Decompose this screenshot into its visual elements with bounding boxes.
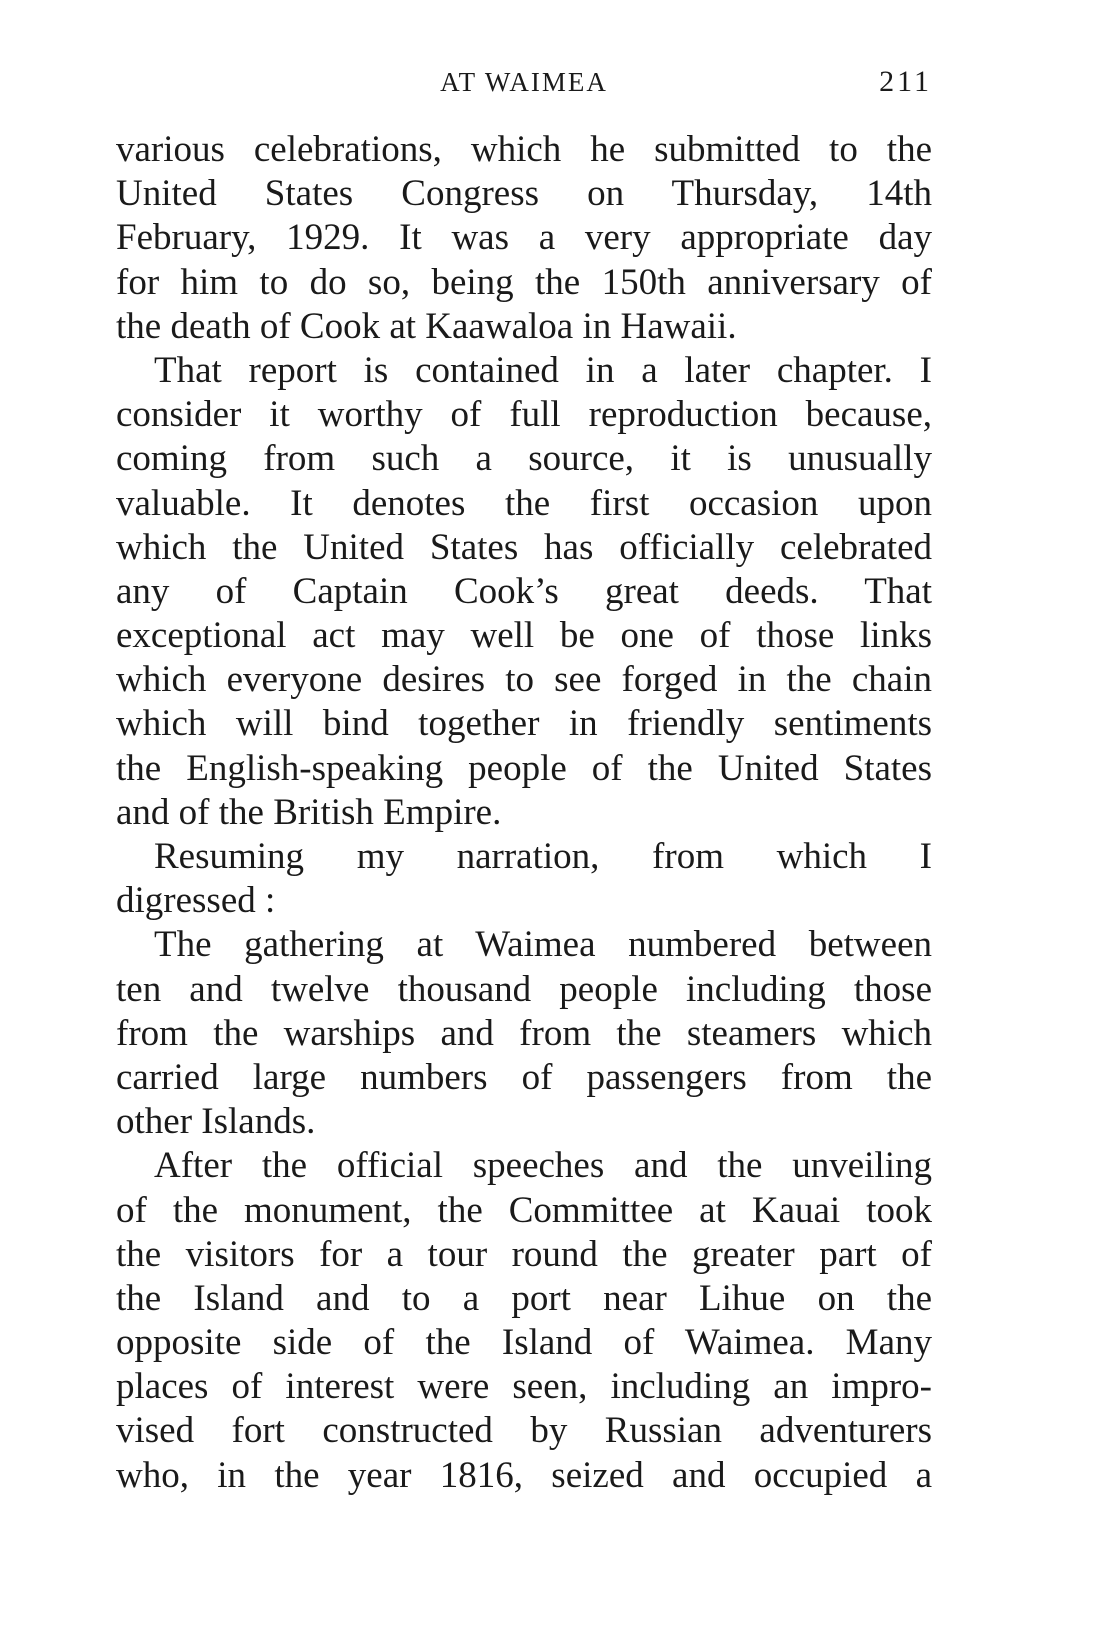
body-text [116,128,932,1498]
text-line: coming from such a source, it is unusually [116,438,932,480]
text-line: the visitors for a tour round the greater part of [116,1233,932,1275]
text-line: the Island and to a port near Lihue on the [116,1277,932,1319]
text-line: valuable. It denotes the first occasion upon [116,482,932,524]
text-line: and of the British Empire. [116,791,502,833]
text-line: Resuming my narration, from which I [154,836,932,877]
text-line: the English-speaking people of the United States [116,747,932,789]
text-line: any of Captain Cook’s great deeds. That [116,570,932,612]
text-line: digressed : [116,880,276,922]
text-line: for him to do so, being the 150th anniversary of [116,261,932,303]
text-line: which will bind together in friendly sentiments [116,703,932,745]
running-head [116,62,932,106]
text-line: various celebrations, which he submitted to the [116,129,932,170]
text-line: vised fort constructed by Russian adventurers [116,1410,932,1452]
text-line: who, in the year 1816, seized and occupied a [116,1454,932,1496]
text-line: which the United States has officially celebrated [116,526,932,568]
text-line: the death of Cook at Kaawaloa in Hawaii. [116,305,737,347]
page-number: 211 [879,65,932,98]
text-line: consider it worthy of full reproduction because, [116,394,932,436]
text-line: United States Congress on Thursday, 14th [116,173,932,215]
text-line: ten and twelve thousand people including those [116,968,932,1010]
text-line: from the warships and from the steamers which [116,1012,932,1054]
text-line: which everyone desires to see forged in the chain [116,659,932,701]
text-line: February, 1929. It was a very appropriate day [116,217,932,259]
text-line: That report is contained in a later chapter. I [154,349,932,391]
text-line: of the monument, the Committee at Kauai took [116,1189,932,1231]
text-line: The gathering at Waimea numbered between [154,924,932,966]
text-line: other Islands. [116,1101,316,1143]
text-line: After the official speeches and the unveiling [154,1145,932,1187]
text-line: opposite side of the Island of Waimea. Many [116,1322,932,1364]
text-line: carried large numbers of passengers from the [116,1056,932,1098]
text-line: places of interest were seen, including an impro- [116,1366,932,1408]
running-title: AT WAIMEA [440,67,608,97]
text-line: exceptional act may well be one of those links [116,615,932,657]
